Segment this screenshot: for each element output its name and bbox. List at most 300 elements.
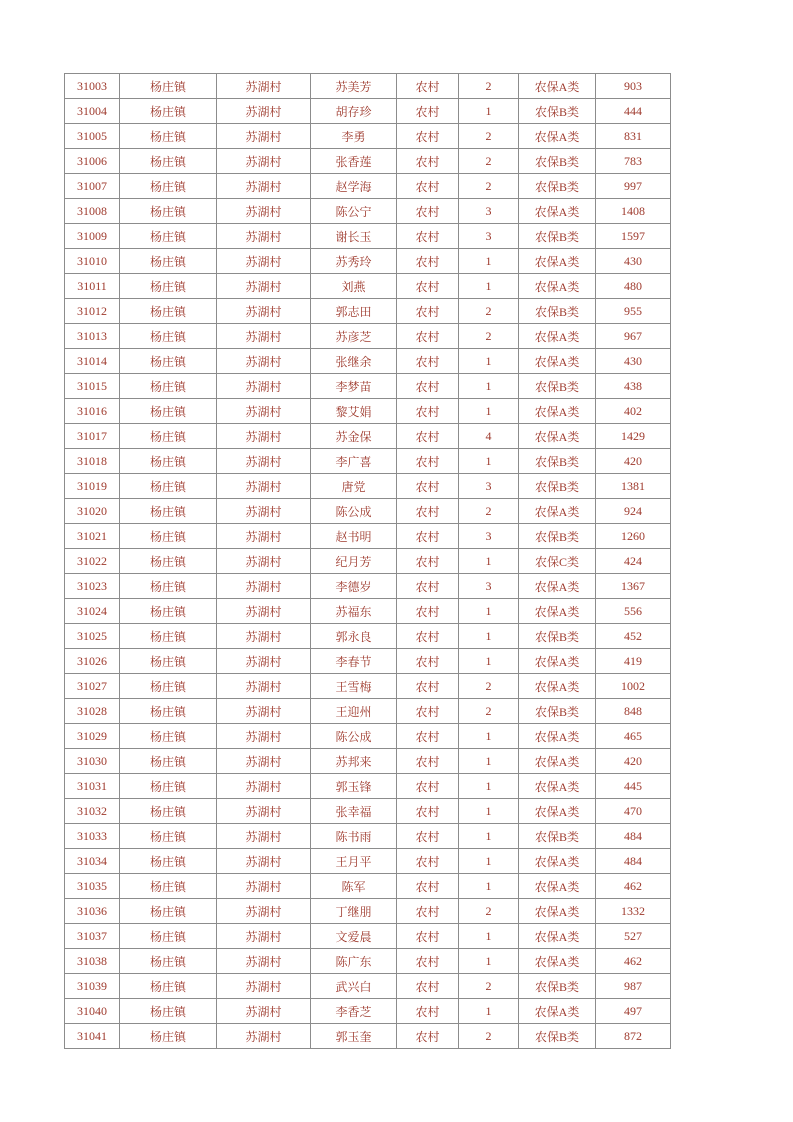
table-row bbox=[65, 149, 671, 174]
cell-insurance-category: 农保B类 bbox=[519, 699, 596, 724]
cell-village: 苏湖村 bbox=[217, 599, 311, 624]
cell-village: 苏湖村 bbox=[217, 499, 311, 524]
table-row bbox=[65, 574, 671, 599]
cell-residence-type: 农村 bbox=[397, 399, 459, 424]
cell-insurance-category: 农保B类 bbox=[519, 149, 596, 174]
cell-insurance-category: 农保A类 bbox=[519, 874, 596, 899]
cell-person-name: 张幸福 bbox=[311, 799, 397, 824]
cell-amount: 430 bbox=[596, 249, 671, 274]
cell-person-name: 苏美芳 bbox=[311, 74, 397, 99]
cell-person-count: 2 bbox=[459, 299, 519, 324]
table-row bbox=[65, 699, 671, 724]
table-row bbox=[65, 949, 671, 974]
cell-amount: 967 bbox=[596, 324, 671, 349]
cell-amount: 497 bbox=[596, 999, 671, 1024]
cell-insurance-category: 农保B类 bbox=[519, 624, 596, 649]
table-row bbox=[65, 224, 671, 249]
table-row bbox=[65, 499, 671, 524]
cell-insurance-category: 农保A类 bbox=[519, 199, 596, 224]
cell-town: 杨庄镇 bbox=[120, 599, 217, 624]
cell-village: 苏湖村 bbox=[217, 74, 311, 99]
cell-person-count: 2 bbox=[459, 499, 519, 524]
cell-residence-type: 农村 bbox=[397, 324, 459, 349]
cell-person-count: 1 bbox=[459, 399, 519, 424]
cell-insurance-category: 农保B类 bbox=[519, 174, 596, 199]
cell-person-name: 苏秀玲 bbox=[311, 249, 397, 274]
table-row bbox=[65, 474, 671, 499]
cell-record-id: 31007 bbox=[65, 174, 120, 199]
cell-record-id: 31018 bbox=[65, 449, 120, 474]
cell-amount: 462 bbox=[596, 874, 671, 899]
cell-residence-type: 农村 bbox=[397, 824, 459, 849]
cell-village: 苏湖村 bbox=[217, 274, 311, 299]
cell-person-name: 王雪梅 bbox=[311, 674, 397, 699]
cell-record-id: 31031 bbox=[65, 774, 120, 799]
cell-person-name: 苏福东 bbox=[311, 599, 397, 624]
table-row bbox=[65, 749, 671, 774]
cell-town: 杨庄镇 bbox=[120, 799, 217, 824]
cell-insurance-category: 农保A类 bbox=[519, 74, 596, 99]
cell-residence-type: 农村 bbox=[397, 974, 459, 999]
cell-residence-type: 农村 bbox=[397, 474, 459, 499]
cell-town: 杨庄镇 bbox=[120, 99, 217, 124]
table-row bbox=[65, 999, 671, 1024]
cell-village: 苏湖村 bbox=[217, 974, 311, 999]
cell-person-count: 1 bbox=[459, 649, 519, 674]
cell-amount: 527 bbox=[596, 924, 671, 949]
table-row bbox=[65, 299, 671, 324]
cell-residence-type: 农村 bbox=[397, 924, 459, 949]
cell-residence-type: 农村 bbox=[397, 499, 459, 524]
cell-record-id: 31024 bbox=[65, 599, 120, 624]
cell-village: 苏湖村 bbox=[217, 724, 311, 749]
cell-person-name: 王迎州 bbox=[311, 699, 397, 724]
cell-record-id: 31013 bbox=[65, 324, 120, 349]
cell-person-name: 张香莲 bbox=[311, 149, 397, 174]
cell-town: 杨庄镇 bbox=[120, 899, 217, 924]
cell-village: 苏湖村 bbox=[217, 799, 311, 824]
cell-residence-type: 农村 bbox=[397, 574, 459, 599]
cell-person-count: 3 bbox=[459, 199, 519, 224]
cell-town: 杨庄镇 bbox=[120, 1024, 217, 1049]
cell-person-count: 3 bbox=[459, 474, 519, 499]
cell-amount: 438 bbox=[596, 374, 671, 399]
cell-record-id: 31017 bbox=[65, 424, 120, 449]
cell-residence-type: 农村 bbox=[397, 174, 459, 199]
cell-person-name: 陈军 bbox=[311, 874, 397, 899]
cell-person-count: 1 bbox=[459, 724, 519, 749]
cell-person-count: 3 bbox=[459, 224, 519, 249]
cell-town: 杨庄镇 bbox=[120, 449, 217, 474]
cell-insurance-category: 农保A类 bbox=[519, 674, 596, 699]
cell-record-id: 31038 bbox=[65, 949, 120, 974]
cell-residence-type: 农村 bbox=[397, 999, 459, 1024]
cell-amount: 987 bbox=[596, 974, 671, 999]
cell-residence-type: 农村 bbox=[397, 949, 459, 974]
cell-person-name: 张继余 bbox=[311, 349, 397, 374]
cell-person-name: 黎艾娟 bbox=[311, 399, 397, 424]
cell-record-id: 31028 bbox=[65, 699, 120, 724]
cell-amount: 465 bbox=[596, 724, 671, 749]
table-row bbox=[65, 399, 671, 424]
cell-insurance-category: 农保B类 bbox=[519, 474, 596, 499]
cell-amount: 1381 bbox=[596, 474, 671, 499]
cell-person-name: 胡存珍 bbox=[311, 99, 397, 124]
cell-insurance-category: 农保A类 bbox=[519, 399, 596, 424]
cell-residence-type: 农村 bbox=[397, 549, 459, 574]
cell-person-name: 丁继朋 bbox=[311, 899, 397, 924]
cell-village: 苏湖村 bbox=[217, 574, 311, 599]
cell-person-count: 4 bbox=[459, 424, 519, 449]
cell-amount: 424 bbox=[596, 549, 671, 574]
cell-amount: 872 bbox=[596, 1024, 671, 1049]
cell-person-name: 王月平 bbox=[311, 849, 397, 874]
cell-person-count: 2 bbox=[459, 699, 519, 724]
cell-record-id: 31030 bbox=[65, 749, 120, 774]
cell-person-count: 2 bbox=[459, 974, 519, 999]
table-row bbox=[65, 849, 671, 874]
cell-residence-type: 农村 bbox=[397, 424, 459, 449]
cell-village: 苏湖村 bbox=[217, 99, 311, 124]
cell-town: 杨庄镇 bbox=[120, 524, 217, 549]
cell-person-name: 李勇 bbox=[311, 124, 397, 149]
cell-record-id: 31033 bbox=[65, 824, 120, 849]
cell-person-count: 1 bbox=[459, 999, 519, 1024]
cell-insurance-category: 农保B类 bbox=[519, 374, 596, 399]
cell-village: 苏湖村 bbox=[217, 224, 311, 249]
cell-town: 杨庄镇 bbox=[120, 174, 217, 199]
cell-person-count: 1 bbox=[459, 824, 519, 849]
cell-insurance-category: 农保A类 bbox=[519, 774, 596, 799]
cell-person-count: 1 bbox=[459, 449, 519, 474]
cell-person-name: 李广喜 bbox=[311, 449, 397, 474]
cell-residence-type: 农村 bbox=[397, 674, 459, 699]
cell-record-id: 31020 bbox=[65, 499, 120, 524]
cell-insurance-category: 农保A类 bbox=[519, 324, 596, 349]
cell-residence-type: 农村 bbox=[397, 224, 459, 249]
cell-person-count: 2 bbox=[459, 74, 519, 99]
cell-amount: 1332 bbox=[596, 899, 671, 924]
cell-amount: 1260 bbox=[596, 524, 671, 549]
cell-person-name: 陈广东 bbox=[311, 949, 397, 974]
cell-person-count: 2 bbox=[459, 674, 519, 699]
cell-insurance-category: 农保B类 bbox=[519, 1024, 596, 1049]
cell-residence-type: 农村 bbox=[397, 149, 459, 174]
cell-person-name: 陈公成 bbox=[311, 724, 397, 749]
cell-insurance-category: 农保A类 bbox=[519, 649, 596, 674]
cell-town: 杨庄镇 bbox=[120, 249, 217, 274]
cell-record-id: 31008 bbox=[65, 199, 120, 224]
cell-town: 杨庄镇 bbox=[120, 674, 217, 699]
cell-person-name: 陈公成 bbox=[311, 499, 397, 524]
cell-person-name: 李春节 bbox=[311, 649, 397, 674]
cell-village: 苏湖村 bbox=[217, 124, 311, 149]
cell-insurance-category: 农保A类 bbox=[519, 924, 596, 949]
cell-insurance-category: 农保A类 bbox=[519, 274, 596, 299]
cell-insurance-category: 农保A类 bbox=[519, 424, 596, 449]
table-row bbox=[65, 649, 671, 674]
cell-person-name: 苏邦来 bbox=[311, 749, 397, 774]
cell-record-id: 31023 bbox=[65, 574, 120, 599]
cell-town: 杨庄镇 bbox=[120, 574, 217, 599]
cell-amount: 1002 bbox=[596, 674, 671, 699]
cell-amount: 444 bbox=[596, 99, 671, 124]
cell-insurance-category: 农保A类 bbox=[519, 124, 596, 149]
cell-town: 杨庄镇 bbox=[120, 399, 217, 424]
cell-town: 杨庄镇 bbox=[120, 974, 217, 999]
cell-insurance-category: 农保A类 bbox=[519, 499, 596, 524]
cell-town: 杨庄镇 bbox=[120, 824, 217, 849]
cell-amount: 462 bbox=[596, 949, 671, 974]
cell-town: 杨庄镇 bbox=[120, 199, 217, 224]
cell-record-id: 31010 bbox=[65, 249, 120, 274]
cell-person-count: 2 bbox=[459, 899, 519, 924]
table-row bbox=[65, 724, 671, 749]
cell-person-name: 纪月芳 bbox=[311, 549, 397, 574]
cell-village: 苏湖村 bbox=[217, 924, 311, 949]
cell-person-name: 李德岁 bbox=[311, 574, 397, 599]
cell-person-count: 1 bbox=[459, 99, 519, 124]
cell-village: 苏湖村 bbox=[217, 874, 311, 899]
cell-person-count: 2 bbox=[459, 124, 519, 149]
cell-residence-type: 农村 bbox=[397, 699, 459, 724]
cell-village: 苏湖村 bbox=[217, 149, 311, 174]
cell-insurance-category: 农保A类 bbox=[519, 599, 596, 624]
table-row bbox=[65, 874, 671, 899]
cell-village: 苏湖村 bbox=[217, 699, 311, 724]
cell-insurance-category: 农保A类 bbox=[519, 724, 596, 749]
cell-town: 杨庄镇 bbox=[120, 949, 217, 974]
cell-person-count: 1 bbox=[459, 799, 519, 824]
cell-record-id: 31034 bbox=[65, 849, 120, 874]
cell-amount: 848 bbox=[596, 699, 671, 724]
cell-record-id: 31016 bbox=[65, 399, 120, 424]
cell-person-name: 苏金保 bbox=[311, 424, 397, 449]
table-row bbox=[65, 624, 671, 649]
cell-person-count: 1 bbox=[459, 599, 519, 624]
cell-village: 苏湖村 bbox=[217, 249, 311, 274]
cell-insurance-category: 农保B类 bbox=[519, 524, 596, 549]
cell-amount: 470 bbox=[596, 799, 671, 824]
cell-amount: 1408 bbox=[596, 199, 671, 224]
cell-town: 杨庄镇 bbox=[120, 349, 217, 374]
table-row bbox=[65, 99, 671, 124]
cell-insurance-category: 农保A类 bbox=[519, 949, 596, 974]
cell-residence-type: 农村 bbox=[397, 374, 459, 399]
cell-amount: 831 bbox=[596, 124, 671, 149]
cell-residence-type: 农村 bbox=[397, 524, 459, 549]
cell-town: 杨庄镇 bbox=[120, 924, 217, 949]
cell-record-id: 31009 bbox=[65, 224, 120, 249]
cell-village: 苏湖村 bbox=[217, 674, 311, 699]
table-row bbox=[65, 199, 671, 224]
cell-village: 苏湖村 bbox=[217, 399, 311, 424]
cell-residence-type: 农村 bbox=[397, 249, 459, 274]
cell-insurance-category: 农保B类 bbox=[519, 449, 596, 474]
cell-town: 杨庄镇 bbox=[120, 499, 217, 524]
cell-person-name: 郭志田 bbox=[311, 299, 397, 324]
cell-amount: 419 bbox=[596, 649, 671, 674]
cell-village: 苏湖村 bbox=[217, 324, 311, 349]
cell-person-count: 3 bbox=[459, 524, 519, 549]
cell-record-id: 31021 bbox=[65, 524, 120, 549]
cell-village: 苏湖村 bbox=[217, 774, 311, 799]
table-row bbox=[65, 124, 671, 149]
cell-person-count: 1 bbox=[459, 274, 519, 299]
cell-record-id: 31004 bbox=[65, 99, 120, 124]
cell-record-id: 31035 bbox=[65, 874, 120, 899]
cell-insurance-category: 农保B类 bbox=[519, 974, 596, 999]
cell-village: 苏湖村 bbox=[217, 299, 311, 324]
cell-residence-type: 农村 bbox=[397, 624, 459, 649]
cell-town: 杨庄镇 bbox=[120, 724, 217, 749]
cell-person-count: 2 bbox=[459, 149, 519, 174]
table-row bbox=[65, 674, 671, 699]
cell-town: 杨庄镇 bbox=[120, 299, 217, 324]
cell-person-name: 陈公宁 bbox=[311, 199, 397, 224]
cell-residence-type: 农村 bbox=[397, 849, 459, 874]
cell-person-name: 唐党 bbox=[311, 474, 397, 499]
cell-person-count: 2 bbox=[459, 174, 519, 199]
cell-amount: 997 bbox=[596, 174, 671, 199]
cell-village: 苏湖村 bbox=[217, 449, 311, 474]
cell-residence-type: 农村 bbox=[397, 724, 459, 749]
cell-person-name: 郭永良 bbox=[311, 624, 397, 649]
cell-village: 苏湖村 bbox=[217, 649, 311, 674]
cell-amount: 420 bbox=[596, 449, 671, 474]
table-row bbox=[65, 174, 671, 199]
cell-residence-type: 农村 bbox=[397, 349, 459, 374]
cell-residence-type: 农村 bbox=[397, 449, 459, 474]
cell-village: 苏湖村 bbox=[217, 899, 311, 924]
cell-insurance-category: 农保A类 bbox=[519, 749, 596, 774]
table-row bbox=[65, 74, 671, 99]
cell-residence-type: 农村 bbox=[397, 899, 459, 924]
table-row bbox=[65, 449, 671, 474]
table-row bbox=[65, 899, 671, 924]
cell-person-name: 刘燕 bbox=[311, 274, 397, 299]
cell-amount: 402 bbox=[596, 399, 671, 424]
cell-town: 杨庄镇 bbox=[120, 749, 217, 774]
cell-village: 苏湖村 bbox=[217, 349, 311, 374]
cell-record-id: 31029 bbox=[65, 724, 120, 749]
cell-village: 苏湖村 bbox=[217, 624, 311, 649]
cell-insurance-category: 农保A类 bbox=[519, 799, 596, 824]
cell-insurance-category: 农保B类 bbox=[519, 99, 596, 124]
cell-village: 苏湖村 bbox=[217, 524, 311, 549]
cell-insurance-category: 农保A类 bbox=[519, 849, 596, 874]
cell-residence-type: 农村 bbox=[397, 749, 459, 774]
cell-person-name: 谢长玉 bbox=[311, 224, 397, 249]
cell-person-name: 陈书雨 bbox=[311, 824, 397, 849]
cell-residence-type: 农村 bbox=[397, 99, 459, 124]
cell-town: 杨庄镇 bbox=[120, 874, 217, 899]
cell-residence-type: 农村 bbox=[397, 799, 459, 824]
cell-person-count: 2 bbox=[459, 1024, 519, 1049]
cell-village: 苏湖村 bbox=[217, 549, 311, 574]
cell-town: 杨庄镇 bbox=[120, 224, 217, 249]
cell-residence-type: 农村 bbox=[397, 774, 459, 799]
cell-residence-type: 农村 bbox=[397, 274, 459, 299]
cell-residence-type: 农村 bbox=[397, 124, 459, 149]
cell-amount: 430 bbox=[596, 349, 671, 374]
cell-town: 杨庄镇 bbox=[120, 624, 217, 649]
cell-amount: 484 bbox=[596, 849, 671, 874]
cell-town: 杨庄镇 bbox=[120, 774, 217, 799]
cell-residence-type: 农村 bbox=[397, 649, 459, 674]
cell-village: 苏湖村 bbox=[217, 1024, 311, 1049]
cell-record-id: 31003 bbox=[65, 74, 120, 99]
cell-amount: 420 bbox=[596, 749, 671, 774]
cell-insurance-category: 农保A类 bbox=[519, 999, 596, 1024]
cell-record-id: 31026 bbox=[65, 649, 120, 674]
cell-record-id: 31005 bbox=[65, 124, 120, 149]
cell-person-name: 赵书明 bbox=[311, 524, 397, 549]
cell-amount: 452 bbox=[596, 624, 671, 649]
cell-village: 苏湖村 bbox=[217, 174, 311, 199]
cell-record-id: 31027 bbox=[65, 674, 120, 699]
cell-residence-type: 农村 bbox=[397, 599, 459, 624]
cell-village: 苏湖村 bbox=[217, 824, 311, 849]
cell-village: 苏湖村 bbox=[217, 424, 311, 449]
cell-amount: 556 bbox=[596, 599, 671, 624]
cell-record-id: 31041 bbox=[65, 1024, 120, 1049]
cell-record-id: 31011 bbox=[65, 274, 120, 299]
table-row bbox=[65, 274, 671, 299]
cell-amount: 783 bbox=[596, 149, 671, 174]
cell-insurance-category: 农保A类 bbox=[519, 249, 596, 274]
cell-person-count: 1 bbox=[459, 374, 519, 399]
cell-village: 苏湖村 bbox=[217, 474, 311, 499]
cell-person-count: 1 bbox=[459, 349, 519, 374]
cell-person-count: 1 bbox=[459, 774, 519, 799]
cell-amount: 1429 bbox=[596, 424, 671, 449]
cell-town: 杨庄镇 bbox=[120, 849, 217, 874]
table-body bbox=[65, 74, 671, 1049]
table-row bbox=[65, 324, 671, 349]
cell-person-name: 赵学海 bbox=[311, 174, 397, 199]
cell-person-name: 李梦苗 bbox=[311, 374, 397, 399]
cell-village: 苏湖村 bbox=[217, 849, 311, 874]
data-table bbox=[64, 73, 671, 1049]
cell-person-name: 武兴白 bbox=[311, 974, 397, 999]
cell-amount: 1367 bbox=[596, 574, 671, 599]
cell-village: 苏湖村 bbox=[217, 999, 311, 1024]
cell-record-id: 31036 bbox=[65, 899, 120, 924]
cell-person-count: 2 bbox=[459, 324, 519, 349]
cell-record-id: 31022 bbox=[65, 549, 120, 574]
cell-insurance-category: 农保A类 bbox=[519, 349, 596, 374]
cell-amount: 445 bbox=[596, 774, 671, 799]
cell-person-name: 苏彦芝 bbox=[311, 324, 397, 349]
cell-insurance-category: 农保B类 bbox=[519, 299, 596, 324]
cell-town: 杨庄镇 bbox=[120, 474, 217, 499]
table-row bbox=[65, 349, 671, 374]
cell-residence-type: 农村 bbox=[397, 299, 459, 324]
cell-person-name: 文爱晨 bbox=[311, 924, 397, 949]
table-row bbox=[65, 924, 671, 949]
cell-person-name: 郭玉奎 bbox=[311, 1024, 397, 1049]
cell-town: 杨庄镇 bbox=[120, 324, 217, 349]
cell-amount: 480 bbox=[596, 274, 671, 299]
cell-residence-type: 农村 bbox=[397, 874, 459, 899]
cell-record-id: 31019 bbox=[65, 474, 120, 499]
cell-town: 杨庄镇 bbox=[120, 124, 217, 149]
cell-residence-type: 农村 bbox=[397, 74, 459, 99]
cell-insurance-category: 农保B类 bbox=[519, 824, 596, 849]
cell-person-count: 1 bbox=[459, 624, 519, 649]
cell-person-count: 1 bbox=[459, 924, 519, 949]
